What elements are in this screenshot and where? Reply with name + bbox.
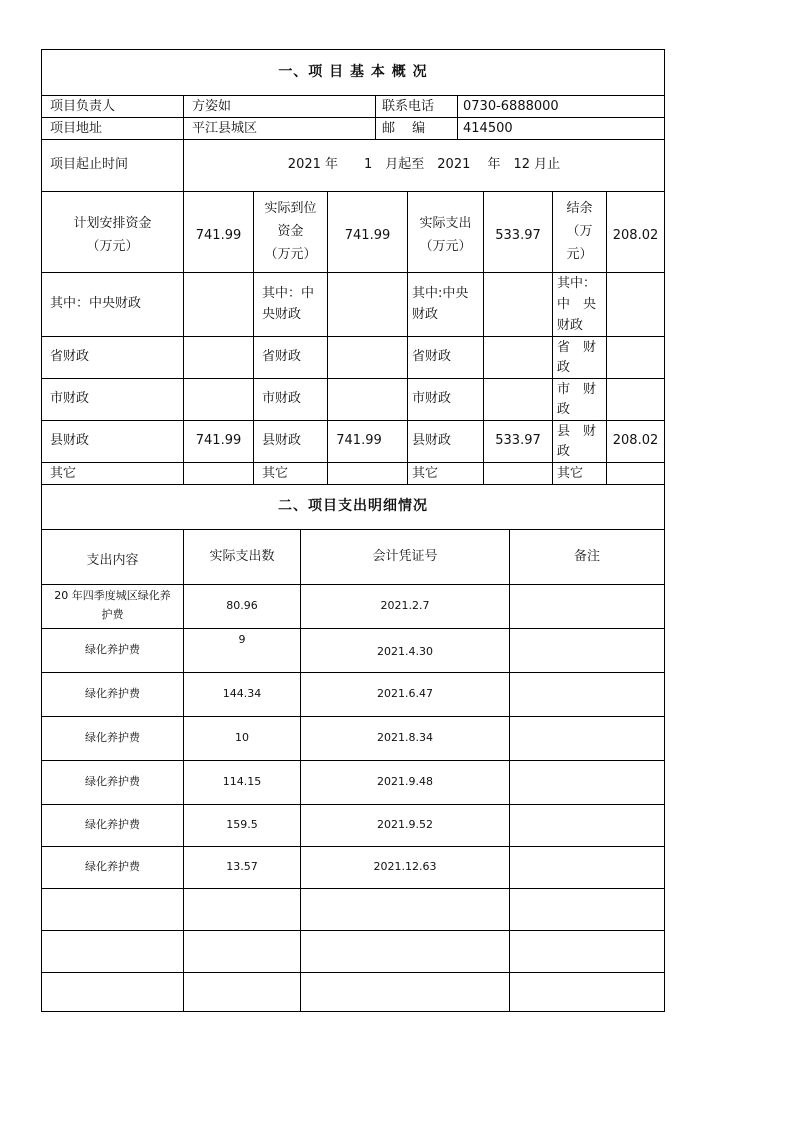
leader-value: 方姿如 xyxy=(192,99,232,114)
spent-funds-value: 533.97 xyxy=(495,228,541,243)
row-5-amount: 114.15 xyxy=(222,775,262,788)
county-label-d1: 县 财 xyxy=(557,424,597,439)
province-label-c: 省财政 xyxy=(412,349,452,364)
planned-funds-value: 741.99 xyxy=(195,228,242,243)
rule xyxy=(509,529,510,1011)
row-1-amount: 80.96 xyxy=(226,599,258,612)
central-label-b2: 央财政 xyxy=(262,307,302,322)
other-label-c: 其它 xyxy=(412,466,439,481)
central-label-b1: 其中：中 xyxy=(262,286,315,301)
period-label: 项目起止时间 xyxy=(50,157,129,172)
rule xyxy=(42,846,664,847)
project-summary-form xyxy=(41,49,665,1012)
city-label-c: 市财政 xyxy=(412,391,452,406)
row-1-voucher: 2021.2.7 xyxy=(380,599,430,612)
received-funds-label: 实际到位 xyxy=(264,201,317,216)
header-amount: 实际支出数 xyxy=(209,549,275,564)
county-label-c: 县财政 xyxy=(412,433,452,448)
row-2-amount: 9 xyxy=(238,633,246,646)
province-label-d1: 省 财 xyxy=(557,340,597,355)
postcode-label: 邮 编 xyxy=(382,121,426,136)
received-funds-value: 741.99 xyxy=(344,228,391,243)
city-label-d2: 政 xyxy=(557,402,571,417)
leader-label: 项目负责人 xyxy=(50,99,116,114)
spent-funds-unit: （万元） xyxy=(419,239,472,254)
county-planned-value: 741.99 xyxy=(195,433,242,448)
county-label-b: 县财政 xyxy=(262,433,302,448)
county-balance-value: 208.02 xyxy=(612,433,659,448)
county-received-value: 741.99 xyxy=(336,433,382,448)
county-label-d2: 政 xyxy=(557,444,571,459)
rule xyxy=(42,529,664,530)
city-label-a: 市财政 xyxy=(50,391,90,406)
spent-funds-label: 实际支出 xyxy=(419,216,472,231)
rule xyxy=(42,760,664,761)
address-label: 项目地址 xyxy=(50,121,103,136)
rule xyxy=(42,888,664,889)
balance-label-2: （万 xyxy=(566,224,593,239)
row-5-voucher: 2021.9.48 xyxy=(377,775,433,788)
other-label-a: 其它 xyxy=(50,466,77,481)
city-label-b: 市财政 xyxy=(262,391,302,406)
rule xyxy=(42,484,664,485)
header-remarks: 备注 xyxy=(573,549,600,564)
central-label-c2: 财政 xyxy=(412,307,439,322)
postcode-value: 414500 xyxy=(463,121,513,136)
rule xyxy=(407,191,408,484)
central-label-d3: 财政 xyxy=(557,318,584,333)
city-label-d1: 市 财 xyxy=(557,382,597,397)
rule xyxy=(42,628,664,629)
row-7-voucher: 2021.12.63 xyxy=(373,860,437,873)
balance-label: 结余 xyxy=(566,201,593,216)
row-7-amount: 13.57 xyxy=(226,860,258,873)
rule xyxy=(42,139,664,140)
row-3-content: 绿化养护费 xyxy=(85,687,140,700)
county-spent-value: 533.97 xyxy=(495,433,541,448)
received-funds-unit: （万元） xyxy=(264,247,317,262)
period-value: 2021 年 1 月起至 2021 年 12 月止 xyxy=(287,157,561,172)
rule xyxy=(42,191,664,192)
rule xyxy=(42,972,664,973)
province-label-b: 省财政 xyxy=(262,349,302,364)
balance-value: 208.02 xyxy=(612,228,659,243)
row-3-voucher: 2021.6.47 xyxy=(377,687,433,700)
rule xyxy=(42,716,664,717)
row-7-content: 绿化养护费 xyxy=(85,860,140,873)
row-2-voucher: 2021.4.30 xyxy=(377,645,433,658)
received-funds-label-2: 资金 xyxy=(277,224,304,239)
rule xyxy=(42,672,664,673)
row-1-content-2: 护费 xyxy=(101,608,124,621)
row-5-content: 绿化养护费 xyxy=(85,775,140,788)
province-label-a: 省财政 xyxy=(50,349,90,364)
rule xyxy=(42,584,664,585)
section2-title: 二、项目支出明细情况 xyxy=(278,498,428,514)
province-label-d2: 政 xyxy=(557,360,571,375)
central-label-d1: 其中： xyxy=(557,276,597,291)
rule xyxy=(42,804,664,805)
central-label-a: 其中：中央财政 xyxy=(50,296,142,311)
phone-value: 0730-6888000 xyxy=(463,99,559,114)
address-value: 平江县城区 xyxy=(192,121,258,136)
row-6-amount: 159.5 xyxy=(226,818,258,831)
header-voucher: 会计凭证号 xyxy=(372,549,438,564)
row-6-voucher: 2021.9.52 xyxy=(377,818,433,831)
header-content: 支出内容 xyxy=(86,553,139,568)
row-2-content: 绿化养护费 xyxy=(85,643,140,656)
row-4-voucher: 2021.8.34 xyxy=(377,731,433,744)
row-1-content: 20 年四季度城区绿化养 xyxy=(54,589,171,602)
central-label-c1: 其中:中央 xyxy=(412,286,469,301)
other-label-d: 其它 xyxy=(557,466,584,481)
phone-label: 联系电话 xyxy=(382,99,435,114)
rule xyxy=(375,95,376,139)
row-4-content: 绿化养护费 xyxy=(85,731,140,744)
balance-unit: 元） xyxy=(566,247,593,262)
row-4-amount: 10 xyxy=(235,731,249,744)
rule xyxy=(42,930,664,931)
rule xyxy=(42,95,664,96)
other-label-b: 其它 xyxy=(262,466,289,481)
county-label-a: 县财政 xyxy=(50,433,90,448)
planned-funds-label: 计划安排资金 xyxy=(73,216,152,231)
rule xyxy=(457,95,458,139)
central-label-d2: 中 央 xyxy=(557,297,597,312)
row-6-content: 绿化养护费 xyxy=(85,818,140,831)
section1-title: 一、项 目 基 本 概 况 xyxy=(278,64,428,80)
row-3-amount: 144.34 xyxy=(222,687,262,700)
planned-funds-unit: （万元） xyxy=(86,239,139,254)
rule xyxy=(42,117,664,118)
